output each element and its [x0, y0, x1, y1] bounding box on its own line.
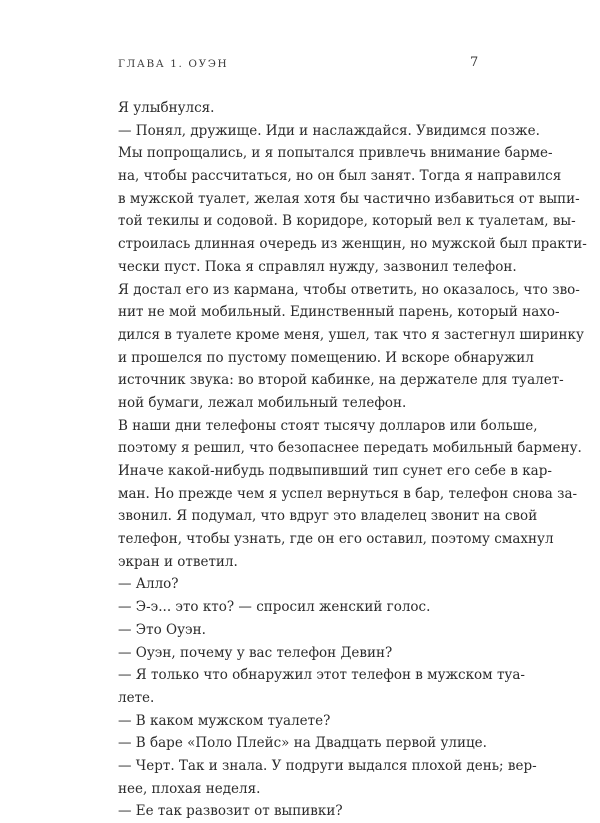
text-line: — В баре «Поло Плейс» на Двадцать первой улице. [118, 735, 487, 752]
text-line: источник звука: во второй кабинке, на держателе для туалет- [118, 372, 564, 389]
text-line: Я улыбнулся. [118, 100, 215, 116]
text-line: нит не мой мобильный. Единственный парень, который нахо- [118, 304, 560, 321]
text-line: Я достал его из кармана, чтобы ответить, но оказалось, что зво- [118, 281, 580, 298]
text-line: нее, плохая неделя. [118, 780, 261, 797]
body-text [118, 97, 587, 823]
text-line: — Понял, дружище. Иди и наслаждайся. Увидимся позже. [118, 122, 540, 139]
text-line: лете. [118, 689, 155, 706]
text-line: той текилы и содовой. В коридоре, который вел к туалетам, вы- [118, 213, 576, 230]
text-line: — Оуэн, почему у вас телефон Девин? [118, 644, 393, 661]
text-line: В наши дни телефоны стоят тысячу долларов или больше, [118, 417, 538, 434]
running-head: ГЛАВА 1. ОУЭН [118, 58, 229, 70]
text-line: поэтому я решил, что безопаснее передать мобильный бармену. [118, 440, 582, 457]
text-line: — Э-э... это кто? — спросил женский голос. [118, 599, 431, 616]
text-line: звонил. Я подумал, что вдруг это владелец звонит на свой [118, 508, 538, 525]
text-line: — Это Оуэн. [118, 621, 206, 638]
text-line: строилась длинная очередь из женщин, но мужской был практи- [118, 236, 587, 253]
text-line: на, чтобы рассчитаться, но он был занят. Тогда я направился [118, 168, 562, 185]
text-line: ман. Но прежде чем я успел вернуться в бар, телефон снова за- [118, 485, 578, 502]
text-line: — Алло? [118, 576, 179, 593]
text-line: — Я только что обнаружил этот телефон в мужском туа- [118, 667, 525, 684]
text-line: чески пуст. Пока я справлял нужду, зазвонил телефон. [118, 258, 517, 275]
text-line: — В каком мужском туалете? [118, 712, 331, 729]
text-line: ной бумаги, лежал мобильный телефон. [118, 394, 407, 411]
text-line: Иначе какой-нибудь подвыпивший тип сунет его себе в кар- [118, 463, 552, 479]
page-number: 7 [470, 55, 479, 70]
text-line: и прошелся по пустому помещению. И вскоре обнаружил [118, 349, 534, 366]
text-line: телефон, чтобы узнать, где он его оставил, поэтому смахнул [118, 531, 554, 548]
text-line: в мужской туалет, желая хотя бы частично избавиться от выпи- [118, 190, 580, 207]
text-line: экран и ответил. [118, 553, 238, 570]
text-line: Мы попрощались, и я попытался привлечь внимание барме- [118, 145, 553, 162]
text-line: — Ее так развозит от выпивки? [118, 803, 343, 820]
text-line: дился в туалете кроме меня, ушел, так что я застегнул ширинку [118, 326, 584, 343]
text-line: — Черт. Так и знала. У подруги выдался плохой день; вер- [118, 757, 537, 774]
